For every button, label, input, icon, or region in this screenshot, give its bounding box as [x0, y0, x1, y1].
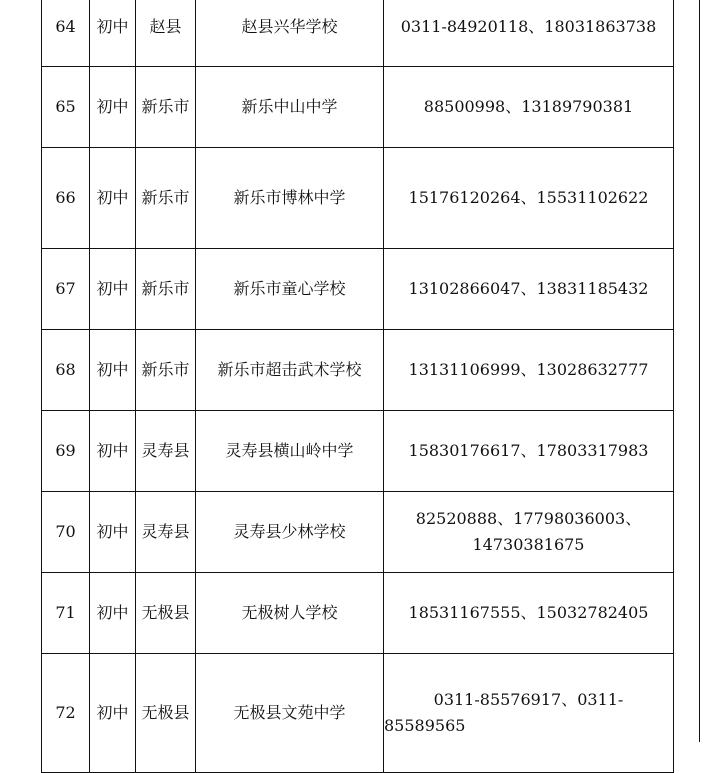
- county-name: 灵寿县: [136, 411, 196, 492]
- county-name: 无极县: [136, 573, 196, 654]
- school-contact-table: [41, 0, 674, 773]
- school-level: 初中: [90, 0, 136, 67]
- row-number: 66: [42, 148, 90, 249]
- row-number: 70: [42, 492, 90, 573]
- table-row: [42, 411, 674, 492]
- table-row: [42, 249, 674, 330]
- page-edge-line: [699, 0, 700, 742]
- phone-line: 14730381675: [472, 535, 585, 554]
- school-level: 初中: [90, 654, 136, 773]
- phone-line: 13131106999、13028632777: [408, 360, 649, 379]
- phone-line: 18531167555、15032782405: [408, 603, 649, 622]
- table-row: [42, 492, 674, 573]
- school-level: 初中: [90, 249, 136, 330]
- contact-phone: [384, 411, 674, 492]
- contact-phone: [384, 67, 674, 148]
- school-level: 初中: [90, 148, 136, 249]
- row-number: 68: [42, 330, 90, 411]
- school-name: 新乐中山中学: [196, 67, 384, 148]
- table-row: [42, 148, 674, 249]
- row-number: 71: [42, 573, 90, 654]
- table-row: [42, 0, 674, 67]
- table-row: [42, 654, 674, 773]
- school-name: 无极树人学校: [196, 573, 384, 654]
- phone-line: 13102866047、13831185432: [408, 279, 649, 298]
- school-level: 初中: [90, 573, 136, 654]
- school-name: 灵寿县少林学校: [196, 492, 384, 573]
- school-level: 初中: [90, 492, 136, 573]
- row-number: 64: [42, 0, 90, 67]
- phone-line: 85589565: [384, 716, 466, 735]
- county-name: 新乐市: [136, 330, 196, 411]
- school-contact-table-wrapper: [41, 0, 674, 773]
- school-name: 赵县兴华学校: [196, 0, 384, 67]
- contact-phone: [384, 249, 674, 330]
- contact-phone: [384, 573, 674, 654]
- table-row: [42, 330, 674, 411]
- row-number: 67: [42, 249, 90, 330]
- row-number: 72: [42, 654, 90, 773]
- school-name: 新乐市博林中学: [196, 148, 384, 249]
- phone-line: 82520888、17798036003、: [415, 509, 642, 528]
- table-row: [42, 67, 674, 148]
- county-name: 新乐市: [136, 249, 196, 330]
- table-row: [42, 573, 674, 654]
- county-name: 无极县: [136, 654, 196, 773]
- contact-phone: [384, 492, 674, 573]
- phone-line: 0311-84920118、18031863738: [400, 16, 657, 36]
- row-number: 69: [42, 411, 90, 492]
- contact-phone: [384, 654, 674, 773]
- county-name: 新乐市: [136, 148, 196, 249]
- row-number: 65: [42, 67, 90, 148]
- county-name: 新乐市: [136, 67, 196, 148]
- contact-phone: [384, 330, 674, 411]
- school-name: 新乐市童心学校: [196, 249, 384, 330]
- school-name: 无极县文苑中学: [196, 654, 384, 773]
- contact-phone: [384, 0, 674, 67]
- school-level: 初中: [90, 67, 136, 148]
- school-name: 灵寿县横山岭中学: [196, 411, 384, 492]
- phone-line: 15830176617、17803317983: [408, 441, 649, 460]
- school-level: 初中: [90, 330, 136, 411]
- contact-phone: [384, 148, 674, 249]
- phone-line: 88500998、13189790381: [423, 97, 634, 116]
- school-name: 新乐市超击武术学校: [196, 330, 384, 411]
- county-name: 赵县: [136, 0, 196, 67]
- school-level: 初中: [90, 411, 136, 492]
- phone-line: 0311-85576917、0311-: [433, 690, 624, 709]
- county-name: 灵寿县: [136, 492, 196, 573]
- phone-line: 15176120264、15531102622: [408, 188, 649, 207]
